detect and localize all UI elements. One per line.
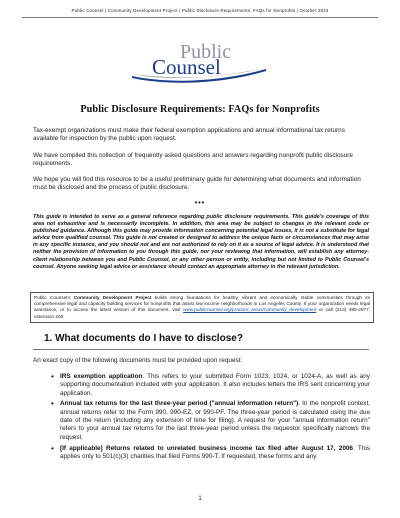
- info-project-name: Community Development Project: [73, 295, 152, 300]
- list-item-text: . This applies only to 501(c)(3) charities that filed Forms 990-T. If requested, these forms and any: [60, 444, 370, 460]
- intro-paragraph-2: We have compiled this collection of frequently asked questions and answers regarding nonprofit public disclosure requirements.: [33, 152, 353, 168]
- section-heading-rule: [33, 349, 369, 350]
- section-heading: 1. What documents do I have to disclose?: [44, 333, 243, 344]
- running-head: Public Counsel | Community Development Project | Public Disclosure Requirements: FAQs for Nonprofits | October 2023: [71, 8, 329, 13]
- disclaimer-text: This guide is intended to serve as a general reference regarding public disclosure requirements. This guide's coverage of this area not exhaustive and is necessarily incomplete. In addition, this area may be subject to changes in the relevant code or published guidance. Although this guide may provide information concerning potential legal issues, it is not a substitute for legal advice from qualified counsel. This guide is not created or designed to address the unique facts or circumstances that may arise in any specific instance, and you should not and are not authorized to rely on it as a source of legal advice. It is understood that neither the provision of information to you through this guide, nor your reviewing that information, will establish any attorney-client relationship between you and Public Counsel, or any other person or entity, including but not limited to Public Counsel's counsel. Anyone seeking legal advice or assistance should contact an appropriate attorney in the relevant jurisdiction.: [33, 214, 369, 270]
- info-box: [30, 292, 374, 323]
- list-item-text: . This refers to your submitted Form 1023, 1024, or 1024-A, as well as any supporting documentation included with your application. It also includes letters the IRS sent concerning your application.: [60, 373, 370, 397]
- info-text-before: Public Counsel's: [34, 295, 74, 300]
- list-item-title: [If applicable] Returns related to unrelated business income tax filed after August 17, 2006: [60, 444, 353, 452]
- list-item-text: . In the nonprofit context, annual returns refer to the Form 990, 990-EZ, or 990-PF. The three-year period is calculated using the due date of the return (including any extension of time for filing). A request for your "annual information return" refers to your annual tax returns for the last three-year period unless the requestor specifically narrows the request.: [60, 400, 370, 441]
- page-number: 1: [198, 496, 202, 502]
- page-title: Public Disclosure Requirements: FAQs for Nonprofits: [80, 104, 320, 115]
- list-item-title: Annual tax returns for the last three-year period ("annual information return"): [60, 400, 299, 408]
- section-intro: An exact copy of the following documents must be provided upon request:: [33, 357, 243, 364]
- logo-word-public: Public: [180, 41, 232, 63]
- section-separator: •••: [194, 200, 206, 207]
- intro-paragraph-3: We hope you will find this resource to be a useful preliminary guide for determining what documents and information must be disclosed and the process of public disclosure.: [33, 176, 361, 192]
- list-item: [60, 400, 370, 441]
- header-rule: [22, 17, 378, 18]
- info-text-after: builds strong foundations for healthy, vibrant and economically stable communities through its comprehensive legal and capacity building services for nonprofits that assist low income neighborhoods in Los Angeles County. If your organization needs legal assistance, or to access the latest version of this document, visit: [34, 295, 370, 313]
- logo-word-counsel: Counsel: [152, 55, 221, 79]
- public-counsel-logo: [130, 38, 270, 86]
- list-item: [60, 373, 370, 398]
- list-item: [60, 445, 370, 462]
- info-link[interactable]: www.publiccounsel.org/practice_areas/community_development: [183, 307, 317, 313]
- document-list: [60, 373, 370, 464]
- info-text-end: or call (213) 385-2977, extension 200.: [34, 307, 371, 319]
- intro-paragraph-1: Tax-exempt organizations must make their federal exemption applications and annual informational tax returns available for inspection by the public upon request.: [33, 127, 345, 143]
- list-item-title: IRS exemption application: [60, 373, 143, 380]
